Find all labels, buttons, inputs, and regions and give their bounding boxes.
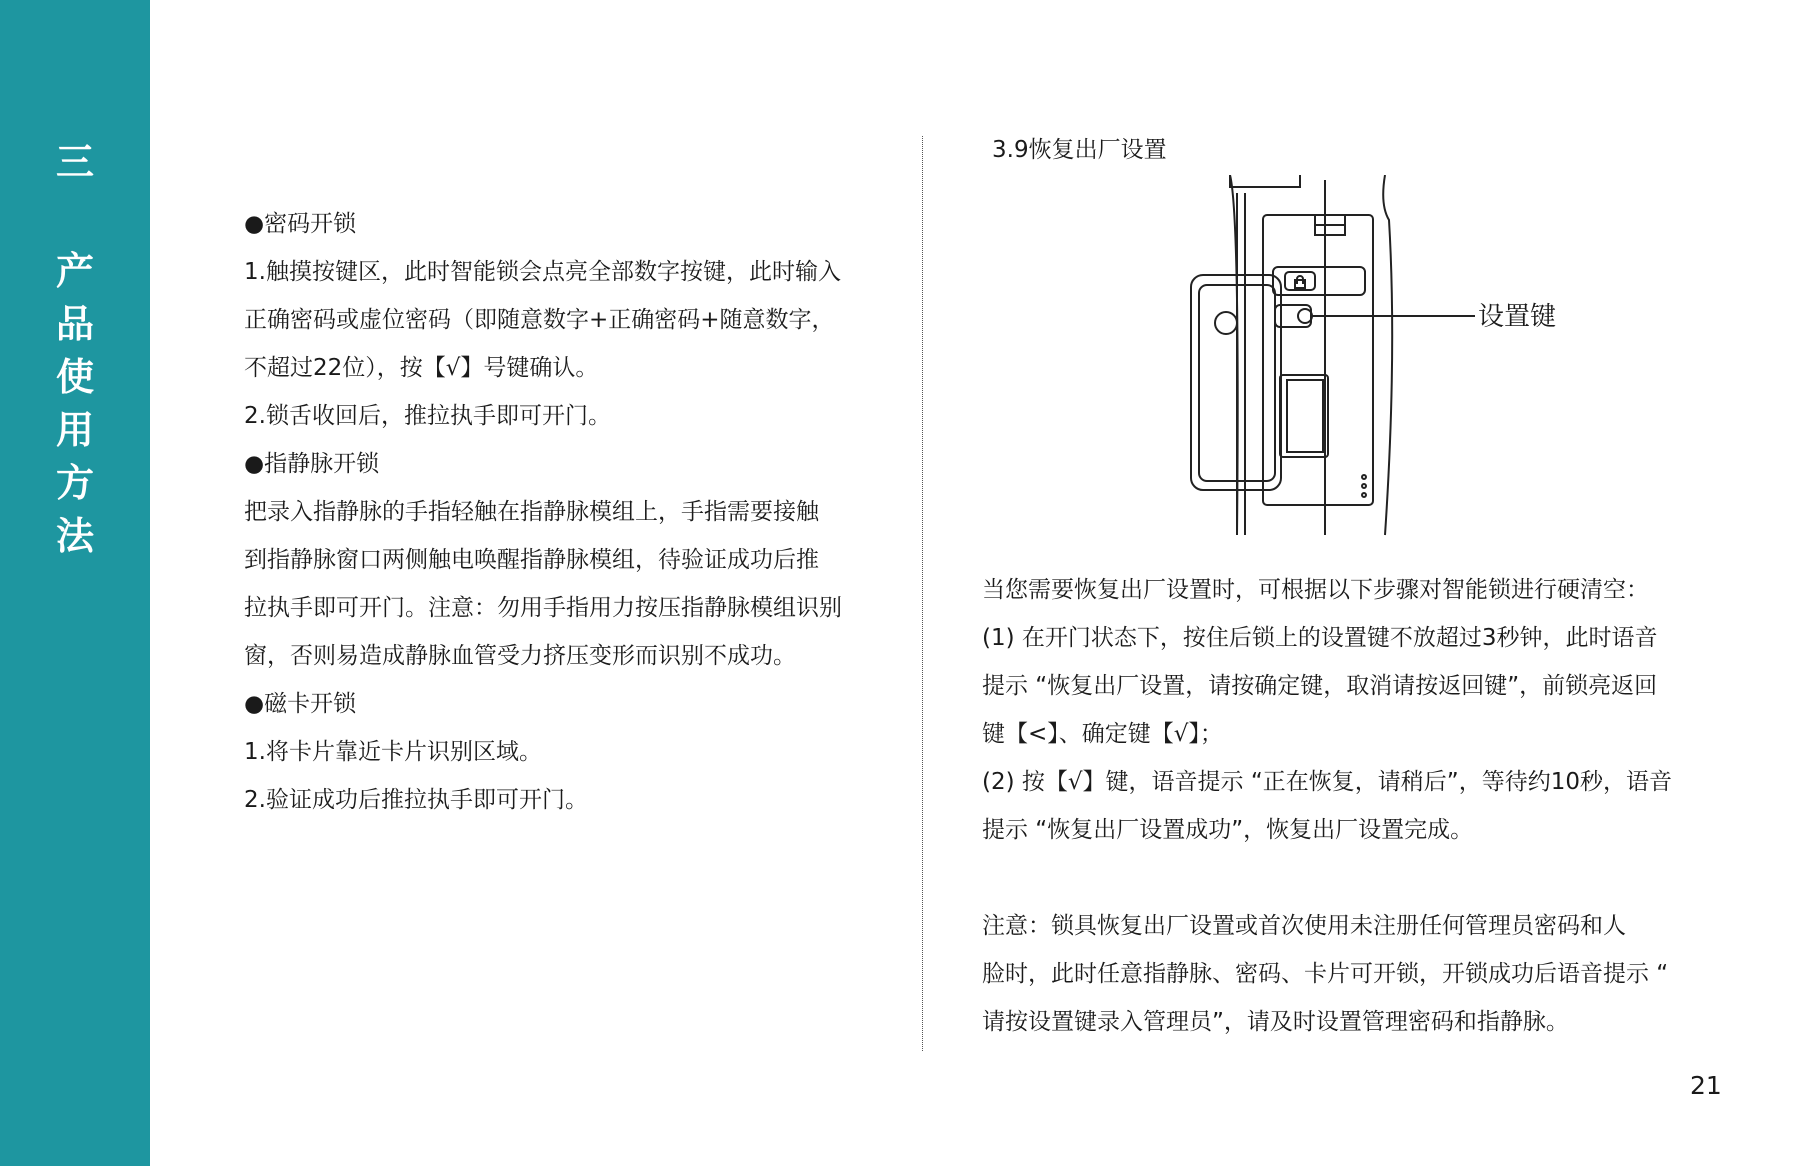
heading-card-unlock: ●磁卡开锁	[244, 691, 357, 717]
heading-vein-unlock: ●指静脉开锁	[244, 451, 380, 477]
text-line: 正确密码或虚位密码（即随意数字+正确密码+随意数字，	[244, 307, 835, 333]
section-title: 3.9恢复出厂设置	[992, 137, 1167, 163]
rear-lock-illustration	[1175, 175, 1475, 545]
note-line: 脸时，此时任意指静脉、密码、卡片可开锁，开锁成功后语音提示 “	[982, 961, 1669, 987]
heading-password-unlock: ●密码开锁	[244, 211, 357, 237]
text-line: 2.验证成功后推拉执手即可开门。	[244, 787, 588, 813]
right-column-text	[982, 566, 1682, 1046]
text-line: 提示 “恢复出厂设置，请按确定键，取消请按返回键”，前锁亮返回	[982, 673, 1658, 699]
chapter-sidebar	[0, 0, 150, 1166]
chapter-title-char: 方	[55, 461, 94, 505]
note-line: 注意：锁具恢复出厂设置或首次使用未注册任何管理员密码和人	[982, 913, 1626, 939]
chapter-title-char: 使	[55, 355, 94, 399]
note-line: 请按设置键录入管理员”，请及时设置管理密码和指静脉。	[982, 1009, 1569, 1035]
text-line: 拉执手即可开门。注意：勿用手指用力按压指静脉模组识别	[244, 595, 842, 621]
text-line: 不超过22位），按【√】号键确认。	[244, 355, 599, 381]
text-line: 1.将卡片靠近卡片识别区域。	[244, 739, 542, 765]
text-line: 提示 “恢复出厂设置成功”，恢复出厂设置完成。	[982, 817, 1474, 843]
chapter-title	[0, 249, 150, 570]
text-line: (1) 在开门状态下，按住后锁上的设置键不放超过3秒钟，此时语音	[982, 625, 1658, 651]
text-line: 2.锁舌收回后，推拉执手即可开门。	[244, 403, 611, 429]
chapter-title-char: 法	[55, 514, 94, 558]
text-line: 把录入指静脉的手指轻触在指静脉模组上，手指需要接触	[244, 499, 819, 525]
chapter-title-char: 用	[55, 408, 94, 452]
page-number: 21	[1690, 1071, 1722, 1100]
chapter-number: 三	[55, 140, 94, 184]
text-line: 当您需要恢复出厂设置时，可根据以下步骤对智能锁进行硬清空：	[982, 577, 1649, 603]
left-column-text	[244, 200, 874, 824]
text-line: 键【<】、确定键【√】；	[982, 721, 1223, 747]
text-line: 1.触摸按键区，此时智能锁会点亮全部数字按键，此时输入	[244, 259, 841, 285]
text-line: 到指静脉窗口两侧触电唤醒指静脉模组，待验证成功后推	[244, 547, 819, 573]
setting-key-callout: 设置键	[1478, 302, 1557, 332]
chapter-title-char: 品	[55, 302, 94, 346]
text-line: 窗，否则易造成静脉血管受力挤压变形而识别不成功。	[244, 643, 796, 669]
spacer	[982, 854, 1682, 902]
chapter-title-char: 产	[55, 249, 94, 293]
text-line: (2) 按【√】键，语音提示 “正在恢复，请稍后”，等待约10秒，语音	[982, 769, 1672, 795]
column-divider	[922, 136, 923, 1051]
